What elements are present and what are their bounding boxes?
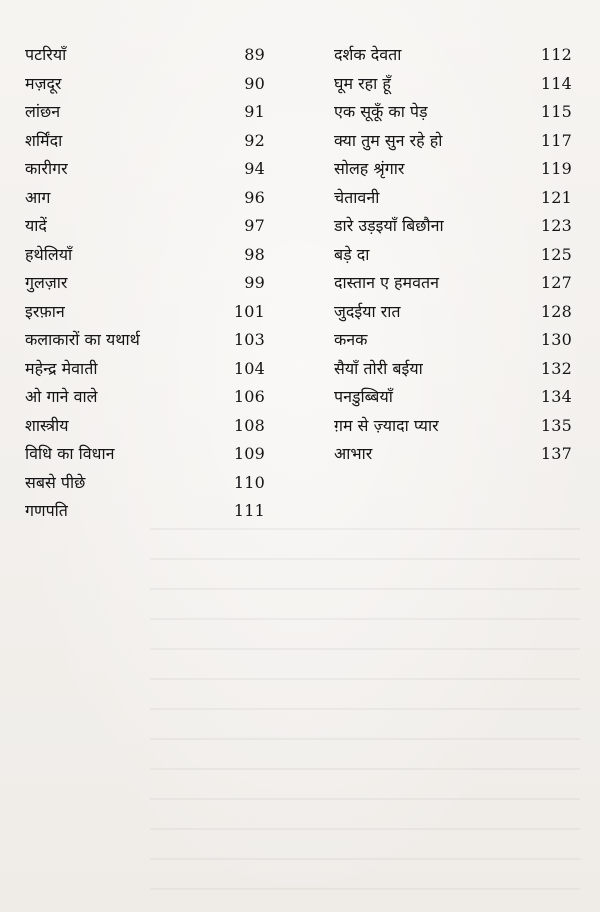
toc-entry-page: 90 <box>244 73 265 93</box>
toc-entry-title: महेन्द्र मेवाती <box>25 358 98 378</box>
toc-entry[interactable] <box>334 412 572 441</box>
toc-entry-title: ग़म से ज़्यादा प्यार <box>334 415 439 435</box>
toc-entry-title: इरफ़ान <box>25 301 65 321</box>
toc-entry-title: चेतावनी <box>334 187 380 207</box>
toc-entry-page: 127 <box>540 273 572 293</box>
toc-entry-title: मज़दूर <box>25 73 62 93</box>
toc-entry-page: 97 <box>244 216 265 236</box>
toc-entry-title: सोलह श्रृंगार <box>334 159 405 179</box>
toc-entry[interactable] <box>334 298 572 327</box>
toc-entry-title: गुलज़ार <box>25 273 68 293</box>
toc-entry-title: पटरियाँ <box>25 45 67 65</box>
toc-entry-title: यादें <box>25 216 47 236</box>
toc-entry[interactable] <box>25 440 265 469</box>
toc-entry-title: घूम रहा हूँ <box>334 73 391 93</box>
toc-entry[interactable] <box>25 184 265 213</box>
toc-entry-title: हथेलियाँ <box>25 244 73 264</box>
toc-entry[interactable] <box>334 212 572 241</box>
toc-entry-page: 134 <box>540 387 572 407</box>
toc-entry[interactable] <box>334 326 572 355</box>
toc-entry[interactable] <box>334 355 572 384</box>
toc-entry-page: 98 <box>244 244 265 264</box>
toc-entry[interactable] <box>25 383 265 412</box>
toc-entry[interactable] <box>334 70 572 99</box>
toc-entry[interactable] <box>334 269 572 298</box>
toc-entry-page: 135 <box>540 415 572 435</box>
toc-entry-page: 106 <box>233 387 265 407</box>
toc-entry-title: विधि का विधान <box>25 444 115 464</box>
toc-entry-page: 109 <box>233 444 265 464</box>
toc-entry-page: 112 <box>540 45 572 65</box>
toc-entry-page: 130 <box>540 330 572 350</box>
toc-entry[interactable] <box>25 298 265 327</box>
toc-entry[interactable] <box>334 127 572 156</box>
toc-entry[interactable] <box>334 155 572 184</box>
toc-entry-page: 119 <box>540 159 572 179</box>
toc-entry[interactable] <box>334 440 572 469</box>
show-through-text <box>150 500 580 900</box>
toc-entry-title: गणपति <box>25 501 68 521</box>
toc-entry-title: आभार <box>334 444 373 464</box>
toc-entry-page: 114 <box>540 73 572 93</box>
toc-entry-page: 132 <box>540 358 572 378</box>
toc-entry[interactable] <box>25 469 265 498</box>
toc-entry-page: 94 <box>244 159 265 179</box>
toc-entry-title: सैयाँ तोरी बईया <box>334 358 423 378</box>
toc-entry-page: 104 <box>233 358 265 378</box>
toc-entry-title: पनडुब्बियाँ <box>334 387 393 407</box>
toc-entry-page: 103 <box>233 330 265 350</box>
toc-entry-title: दर्शक देवता <box>334 45 402 65</box>
toc-entry[interactable] <box>334 241 572 270</box>
toc-entry-page: 123 <box>540 216 572 236</box>
toc-entry[interactable] <box>25 41 265 70</box>
toc-entry[interactable] <box>334 41 572 70</box>
toc-entry[interactable] <box>25 497 265 526</box>
toc-entry-page: 101 <box>233 301 265 321</box>
toc-entry-title: ओ गाने वाले <box>25 387 98 407</box>
toc-entry-title: आग <box>25 187 51 207</box>
toc-entry-title: एक सूकूँ का पेड़ <box>334 102 428 122</box>
toc-entry-page: 128 <box>540 301 572 321</box>
toc-entry-page: 121 <box>540 187 572 207</box>
toc-entry-title: शास्त्रीय <box>25 415 69 435</box>
toc-entry-page: 96 <box>244 187 265 207</box>
toc-entry-title: जुदईया रात <box>334 301 401 321</box>
toc-entry-title: बड़े दा <box>334 244 370 264</box>
toc-entry-title: कारीगर <box>25 159 68 179</box>
toc-entry-page: 117 <box>540 130 572 150</box>
toc-entry-title: कलाकारों का यथार्थ <box>25 330 140 350</box>
toc-entry[interactable] <box>25 412 265 441</box>
toc-entry-title: कनक <box>334 330 368 350</box>
toc-entry-title: शर्मिंदा <box>25 130 63 150</box>
toc-entry-title: डारे उड़इयाँ बिछौना <box>334 216 444 236</box>
toc-entry[interactable] <box>334 98 572 127</box>
toc-entry-title: लांछन <box>25 102 61 122</box>
toc-entry[interactable] <box>25 127 265 156</box>
toc-entry[interactable] <box>25 326 265 355</box>
toc-entry[interactable] <box>25 98 265 127</box>
toc-entry[interactable] <box>25 155 265 184</box>
toc-entry-title: दास्तान ए हमवतन <box>334 273 439 293</box>
toc-entry[interactable] <box>25 269 265 298</box>
toc-entry-page: 89 <box>244 45 265 65</box>
toc-entry[interactable] <box>25 212 265 241</box>
toc-entry-page: 99 <box>244 273 265 293</box>
toc-entry-page: 108 <box>233 415 265 435</box>
toc-entry[interactable] <box>25 70 265 99</box>
toc-entry-page: 137 <box>540 444 572 464</box>
column-divider <box>300 38 301 538</box>
toc-entry-page: 92 <box>244 130 265 150</box>
toc-entry-page: 115 <box>540 102 572 122</box>
toc-entry[interactable] <box>334 383 572 412</box>
toc-entry[interactable] <box>25 241 265 270</box>
toc-entry-page: 91 <box>244 102 265 122</box>
toc-entry-page: 111 <box>233 501 265 521</box>
toc-entry-page: 110 <box>233 472 265 492</box>
toc-column-right <box>334 41 572 469</box>
toc-entry[interactable] <box>25 355 265 384</box>
toc-entry[interactable] <box>334 184 572 213</box>
toc-entry-page: 125 <box>540 244 572 264</box>
toc-entry-title: क्या तुम सुन रहे हो <box>334 130 443 150</box>
toc-column-left <box>25 41 265 526</box>
toc-entry-title: सबसे पीछे <box>25 472 86 492</box>
